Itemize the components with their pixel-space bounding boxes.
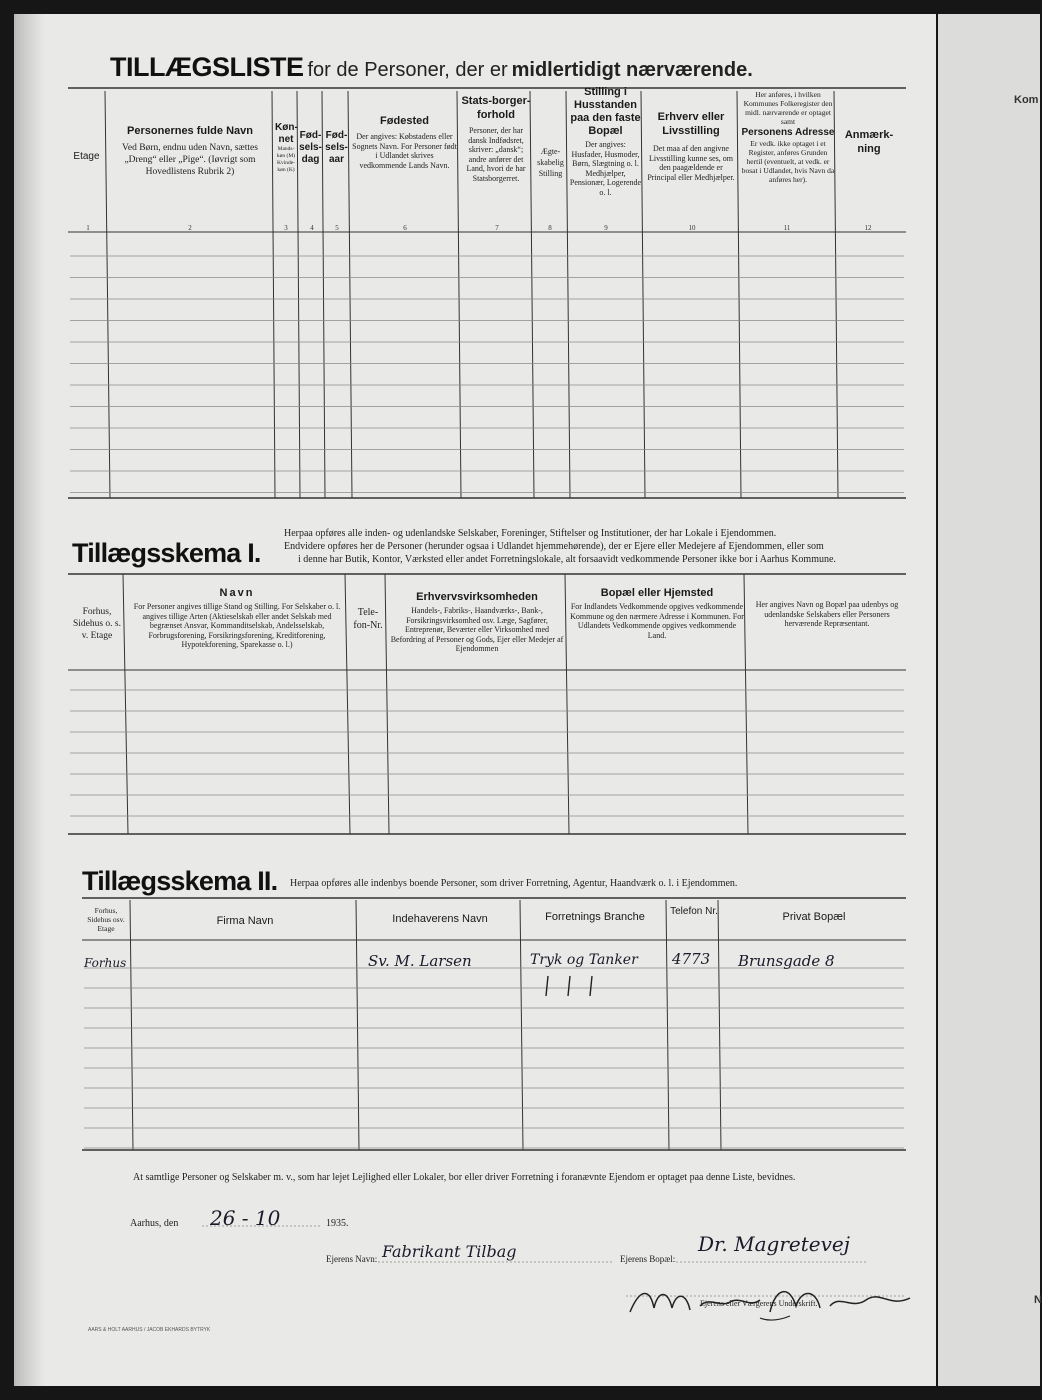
s2-header-bopael: Privat Bopæl [782, 911, 846, 923]
adjacent-page-label-top: Kom [1014, 94, 1039, 106]
t1-header-stilling: Stilling i Husstanden paa den faste Bopæl Der angives: Husfader, Husmoder, Børn, Slægtning o. l. Medhjælper, Pensionær, Logerende o. l. [569, 86, 642, 197]
t1-header-adresse: Her anføres, i hvilken Kommunes Folkeregister den midl. nærværende er optaget samt Personens Adresse Er vedk. ikke optaget i et Register, anføres Grunden hertil (eventuelt, at vedk. er bosat i Udlandet, hvis Navn da anføres her). [741, 90, 835, 184]
s1-header-navn: Navn For Personer angives tillige Stand og Stilling. For Selskaber o. l. angives tillige Arten (Aktieselskab eller andet Selskab med begrænset Ansvar, Kommanditselskab, Andelsselskab, Forbrugsforening, Forsikringsforening, Kreditforening, Hypotekforening, Sparekasse o. l.) [133, 587, 341, 649]
s1-header-etage: Forhus, Sidehus o. s. v. Etage [72, 607, 122, 641]
s2-header-etage: Forhus, Sidehus osv. Etage [87, 906, 125, 933]
skema1-intro-line-3: i denne har Butik, Kontor, Værksted eller andet Forretningslokale, alt forsaavidt vedkommende Personer ikke bor i Aarhus Kommune. [298, 554, 836, 565]
column-number: 4 [310, 224, 314, 232]
s1-header-bopael: Bopæl eller Hjemsted For Indlandets Vedkommende opgives vedkommende Kommune og den nærmere Adresse i Kommunen. For Udlandets Vedkommende opgives vedkommende Land. [570, 587, 744, 640]
s2-header-indehaver: Indehaverens Navn [392, 913, 488, 925]
s1-header-erhverv: Erhvervsvirksomheden Handels-, Fabriks-, Haandværks-, Bank-, Forsikringsvirksomhed osv. Læge, Sagfører, Entreprenør, Beværter eller Virksomhed med Befordring af Personer og Gods, Ejer eller Medejer af Ejendommen [390, 591, 564, 653]
t1-header-anmaerkning: Anmærk-ning [844, 129, 894, 155]
s2-row-indehaver: Sv. M. Larsen [368, 952, 472, 970]
s2-row-telefon: 4773 [672, 950, 711, 968]
t1-header-statsborger: Stats-borger-forhold Personer, der har dansk Indfødsret, skriver: „dansk“; andre anfører det Land, hvori de har Statsborgerret. [461, 95, 531, 183]
skema1-intro [284, 527, 904, 566]
column-number: 1 [86, 224, 90, 232]
t1-header-foedselsdag: Fød-sels-dag [299, 130, 322, 165]
year-label: 1935. [326, 1218, 349, 1229]
form-title-main: TILLÆGSLISTE [110, 52, 304, 82]
form-title-bold: midlertidigt nærværende. [511, 59, 753, 81]
skema1-intro-line-2: Endvidere opføres her de Personer (herunder ogsaa i Udlandet hjemmehørende), der er Ejere eller Medejere af Ejendommen, eller som [284, 541, 824, 552]
owner-address-label: Ejerens Bopæl: [620, 1254, 676, 1264]
column-number: 10 [688, 224, 696, 232]
skema2-intro: Herpaa opføres alle indenbys boende Personer, som driver Forretning, Agentur, Haandværk o. l. i Ejendommen. [290, 878, 738, 889]
s2-row-etage: Forhus [84, 956, 127, 970]
owner-name-value: Fabrikant Tilbag [382, 1242, 517, 1261]
column-number: 6 [403, 224, 407, 232]
s2-header-telefon: Telefon Nr. [670, 906, 718, 917]
t1-header-navn: Personernes fulde Navn Ved Børn, endnu uden Navn, sættes „Dreng“ eller „Pige“. (Iøvrigt som Hovedlistens Rubrik 2) [122, 125, 258, 177]
column-number: 5 [335, 224, 339, 232]
owner-name-label: Ejerens Navn: [326, 1254, 378, 1264]
ditto-marks [540, 972, 620, 1002]
skema1-title: Tillægsskema I. [72, 538, 261, 568]
printer-mark: AARS & HOLT AARHUS / JACOB EKHARDS BYTRYK [88, 1327, 211, 1333]
s2-header-branche: Forretnings Branche [545, 911, 645, 923]
column-number: 12 [864, 224, 872, 232]
skema2-title: Tillægsskema II. [82, 866, 278, 896]
t1-header-etage: Etage [73, 151, 100, 162]
s1-header-telefon: Tele-fon-Nr. [353, 607, 383, 631]
signature-label: Ejerens eller Værgerens Underskrift. [700, 1299, 818, 1308]
s2-row-bopael: Brunsgade 8 [738, 952, 835, 970]
t1-header-foedested: Fødested Der angives: Købstadens eller Sognets Navn. For Personer født i Udlandet skrives vedkommende Lands Navn. [352, 115, 457, 170]
skema1-intro-line-1: Herpaa opføres alle inden- og udenlandske Selskaber, Foreninger, Stiftelser og Institutioner, der har Lokale i Ejendommen. [284, 528, 777, 539]
s1-header-repraesentant: Her angives Navn og Bopæl paa udenbys og udenlandske Selskabers eller Personers herværende Repræsentant. [755, 600, 899, 628]
adjacent-page-label-bottom: N [1034, 1294, 1042, 1306]
form-title-rest: for de Personer, der er [307, 59, 508, 81]
column-number: 11 [783, 224, 791, 232]
column-number: 7 [495, 224, 499, 232]
s2-row-branche: Tryk og Tanker [530, 952, 638, 968]
s2-header-firma: Firma Navn [216, 915, 274, 927]
column-number: 2 [188, 224, 192, 232]
t1-header-aegteskab: Ægte-skabelig Stilling [537, 147, 564, 178]
city-date-label: Aarhus, den [130, 1218, 179, 1229]
column-number: 3 [284, 224, 288, 232]
column-number: 8 [548, 224, 552, 232]
owner-address-value: Dr. Magretevej [698, 1232, 850, 1256]
t1-header-foedselsaar: Fød-sels-aar [325, 130, 348, 165]
declaration-text: At samtlige Personer og Selskaber m. v., som har lejet Lejlighed eller Lokaler, bor eller driver Forretning i foranævnte Ejendom er optaget paa denne Liste, bevidnes. [133, 1172, 796, 1183]
t1-header-erhverv: Erhverv eller Livsstilling Det maa af den angivne Livsstilling kunne ses, om den paagældende er Principal eller Medhjælper. [647, 111, 735, 182]
t1-header-koen: Køn-net Mands-køn (M) Kvinde-køn (K) [275, 122, 298, 173]
date-handwritten: 26 - 10 [210, 1206, 281, 1230]
column-number: 9 [604, 224, 608, 232]
